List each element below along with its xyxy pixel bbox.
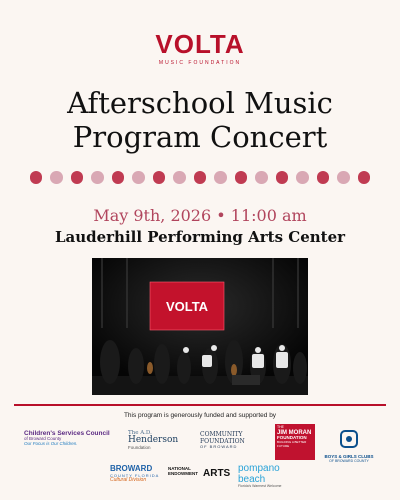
decorative-dot (71, 171, 84, 184)
moran-line-1: JIM MORAN (277, 429, 312, 436)
csc-subtitle: of Broward County (24, 436, 62, 442)
concert-stage-image (92, 258, 308, 395)
adh-name: Henderson (128, 435, 179, 446)
csc-name: Children's Services Council (24, 430, 110, 437)
section-divider (14, 404, 386, 406)
sponsor-community-foundation-broward (200, 432, 245, 450)
decorative-dot (296, 171, 309, 184)
decorative-dot (132, 171, 145, 184)
decorative-dot (112, 171, 125, 184)
decorative-dot (153, 171, 166, 184)
event-venue: Lauderhill Performing Arts Center (54, 228, 346, 246)
title-line-2: Program Concert (72, 120, 328, 154)
decorative-dot (358, 171, 371, 184)
sponsor-jim-moran-foundation (275, 424, 315, 460)
cfb-line-3: OF BROWARD (200, 444, 238, 450)
funding-statement: This program is generously funded and supported by (123, 412, 277, 419)
concert-photo (92, 258, 308, 395)
bgc-logo-icon (340, 430, 358, 448)
broward-tagline: Cultural Division (110, 477, 147, 484)
moran-line-2: FOUNDATION (277, 435, 307, 441)
decorative-dot (235, 171, 248, 184)
decorative-dot (194, 171, 207, 184)
decorative-dot (337, 171, 350, 184)
screen-logo-text: VOLTA (165, 299, 209, 314)
logo-wordmark: VOLTA (155, 29, 245, 59)
sponsor-national-endowment-arts (168, 467, 198, 477)
nea-line-1: NATIONAL (168, 466, 191, 471)
bgc-name: BOYS & GIRLS CLUBS (324, 453, 374, 459)
moran-tagline: BUILDING A BETTER FUTURE (277, 440, 307, 448)
decorative-dot (50, 171, 63, 184)
sponsor-boys-girls-clubs (321, 430, 377, 463)
volta-logo (0, 30, 400, 66)
broward-name: BROWARD (110, 464, 153, 473)
decorative-dot (317, 171, 330, 184)
cfb-line-2: FOUNDATION (200, 437, 245, 445)
decorative-dot-row (0, 171, 400, 184)
adh-suffix: Foundation (128, 444, 151, 450)
cfb-line-1: COMMUNITY (200, 431, 243, 438)
decorative-dot (30, 171, 43, 184)
adh-prefix: The A.D. (128, 430, 152, 436)
sponsor-pompano-beach (238, 463, 281, 489)
moran-prefix: THE (277, 425, 284, 429)
pompano-tagline: Florida's Warmest Welcome (238, 484, 282, 488)
sponsor-broward-county (110, 465, 159, 484)
title-line-1: Afterschool Music (67, 86, 333, 120)
pompano-line-1: pompano (238, 463, 280, 474)
nea-line-2: ENDOWMENT (168, 470, 198, 476)
broward-subtitle: COUNTY FLORIDA (110, 472, 160, 478)
event-date-time: May 9th, 2026 • 11:00 am (93, 206, 307, 225)
csc-tagline: Our Focus is Our Children. (24, 441, 78, 447)
decorative-dot (173, 171, 186, 184)
pompano-line-2: beach (238, 474, 266, 485)
decorative-dot (91, 171, 104, 184)
logo-tagline: MUSIC FOUNDATION (158, 60, 242, 66)
sponsor-henderson-foundation (128, 430, 178, 451)
decorative-dot (214, 171, 227, 184)
decorative-dot (276, 171, 289, 184)
sponsor-childrens-services-council (24, 430, 110, 447)
nea-arts-word: ARTS (203, 468, 231, 479)
decorative-dot (255, 171, 268, 184)
bgc-subtitle: OF BROWARD COUNTY (329, 458, 369, 463)
page-title (0, 86, 400, 154)
